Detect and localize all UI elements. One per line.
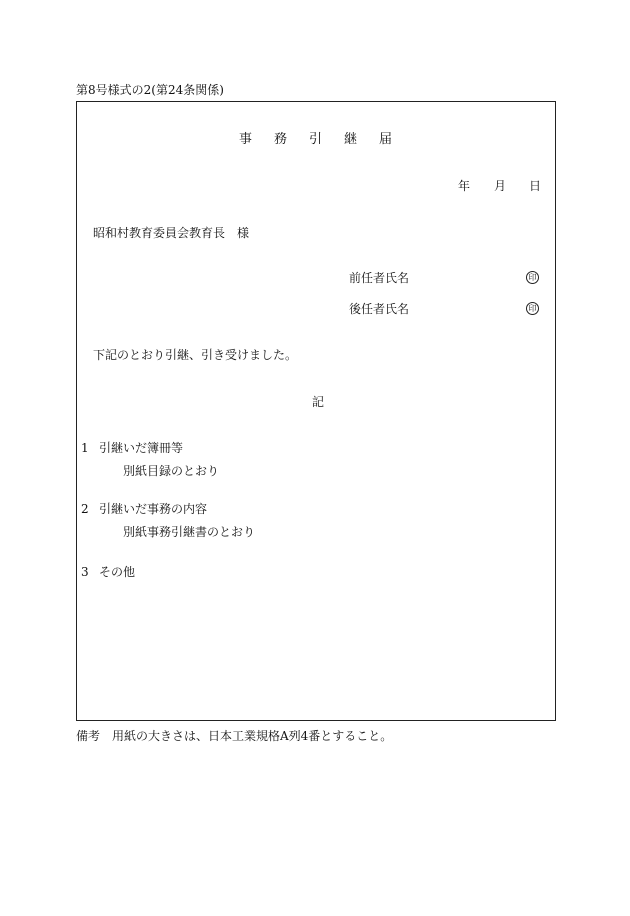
addressee: 昭和村教育委員会教育長 様 [93, 226, 250, 240]
record-heading: 記 [312, 395, 325, 409]
seal-mark-icon: 印 [526, 271, 539, 284]
item-number: 3 [81, 565, 89, 579]
date-month-label: 月 [494, 179, 507, 193]
document-title: 事務引継届 [239, 132, 415, 147]
seal-mark-icon: 印 [526, 302, 539, 315]
item-heading: 引継いだ事務の内容 [99, 502, 208, 516]
date-day-label: 日 [529, 179, 542, 193]
statement-text: 下記のとおり引継、引き受けました。 [93, 348, 298, 362]
item-heading: その他 [99, 565, 136, 579]
form-box [76, 101, 556, 721]
remarks-note: 備考 用紙の大きさは、日本工業規格A列4番とすること。 [76, 729, 393, 743]
item-detail: 別紙目録のとおり [123, 464, 220, 478]
form-number: 第8号様式の2(第24条関係) [76, 83, 224, 97]
successor-officer-name-label: 後任者氏名 [349, 302, 410, 316]
item-number: 2 [81, 502, 89, 516]
item-number: 1 [81, 441, 89, 455]
item-detail: 別紙事務引継書のとおり [123, 525, 256, 539]
item-heading: 引継いだ簿冊等 [99, 441, 184, 455]
previous-officer-name-label: 前任者氏名 [349, 271, 410, 285]
date-year-label: 年 [458, 179, 471, 193]
